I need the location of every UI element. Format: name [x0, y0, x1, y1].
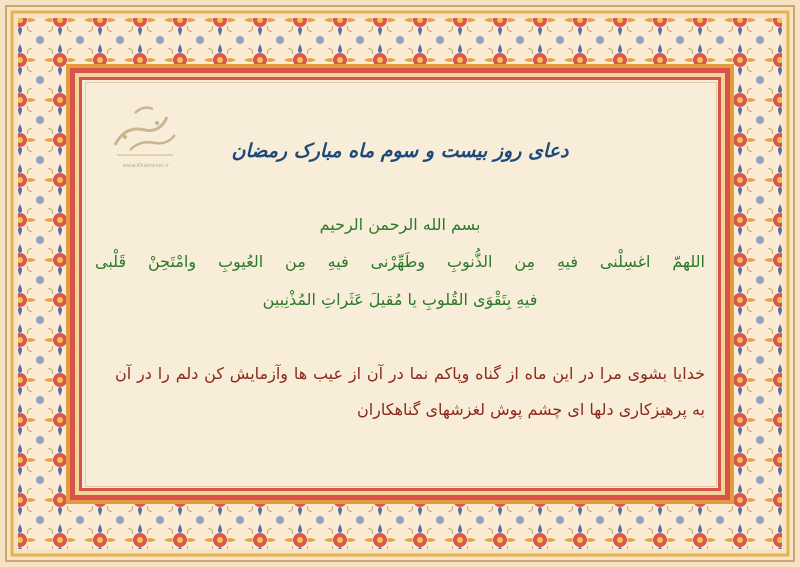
khamenei-logo	[105, 95, 185, 165]
prayer-line-1: اللهمّ اغسِلْنی فیهِ مِن الذُّنوبِ وطَهِّرْنی فیهِ مِن العُیوبِ وامْتَحِنْ قَلْبی	[95, 252, 705, 271]
persian-translation: خدایا بشوی مرا در این ماه از گناه وپاکم نما در آن از عیب ها وآزمایش کن دلم را در آن به پرهیزکاری دلها ای چشم پوش لغزشهای گناهکاران	[115, 364, 705, 419]
prayer-line-2: فیهِ بِتَقْوَی القُلوبِ یا مُقیلَ عَثَراتِ المُذْنِبین	[262, 290, 538, 309]
logo-url: www.Khamenei.ir	[122, 163, 170, 169]
page-title: دعای روز بیست و سوم ماه مبارک رمضان	[231, 140, 569, 162]
bismillah: بسم الله الرحمن الرحیم	[319, 215, 481, 234]
